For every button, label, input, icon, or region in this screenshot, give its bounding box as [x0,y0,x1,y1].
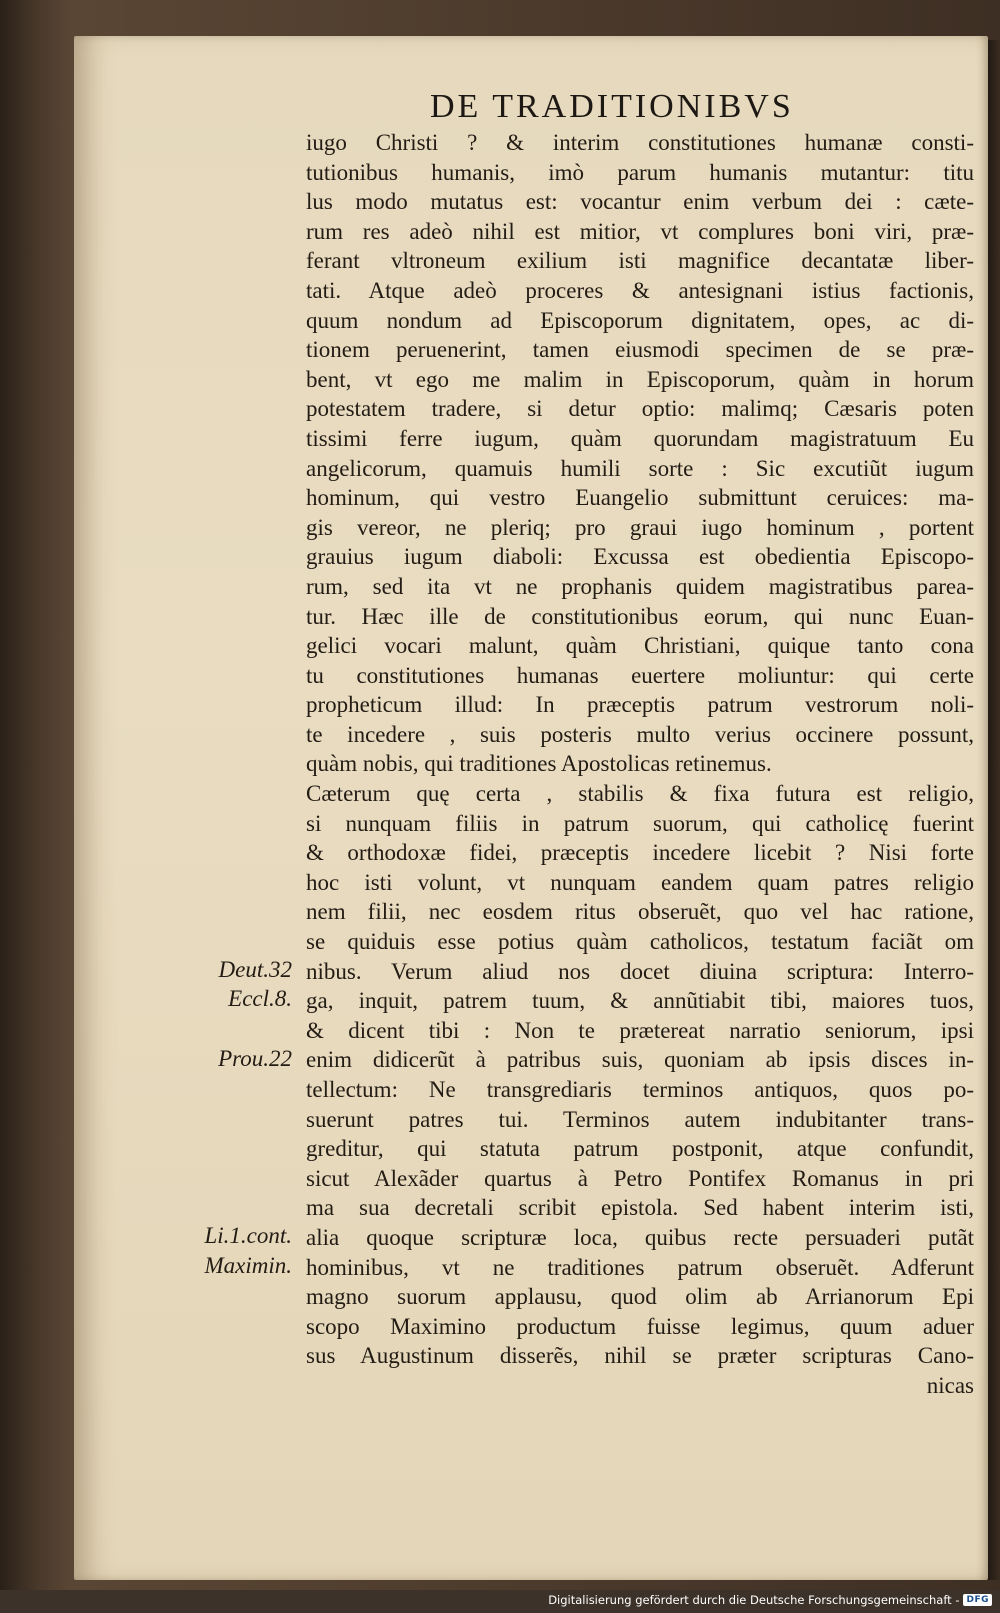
text-line: tu constitutiones humanas euertere moliuntur: qui certe [306,662,974,688]
text-line: nibus. Verum aliud nos docet diuina scriptura: Interro- [306,958,974,984]
text-line: angelicorum, quamuis humili sorte : Sic excutiũt iugum [306,455,974,481]
text-line: tati. Atque adeò proceres & antesignani istius factionis, [306,277,974,303]
text-line: tutionibus humanis, imò parum humanis mutantur: titu [306,159,974,185]
text-line: potestatem tradere, si detur optio: malimq; Cæsaris poten [306,396,974,422]
marginal-note: Deut.32 [218,956,292,982]
footer-credit-text: Digitalisierung gefördert durch die Deutsche Forschungsgemeinschaft - [548,1593,960,1607]
text-line: tissimi ferre iugum, quàm quorundam magistratuum Eu [306,425,974,451]
text-line: gis vereor, ne pleriq; pro graui iugo hominum , portent [306,514,974,540]
marginal-note: Maximin. [204,1252,292,1278]
text-line: gelici vocari malunt, quàm Christiani, quique tanto cona [306,633,974,659]
text-line: grauius iugum diaboli: Excussa est obedientia Episcopo- [306,544,974,570]
text-line: Cæterum quę certa , stabilis & fixa futura est religio, [306,781,974,807]
text-line: bent, vt ego me malim in Episcoporum, quàm in horum [306,366,974,392]
text-line: sicut Alexãder quartus à Petro Pontifex Romanus in pri [306,1165,974,1191]
text-line: si nunquam filiis in patrum suorum, qui catholicę fuerint [306,810,974,836]
text-line: ga, inquit, patrem tuum, & annũtiabit tibi, maiores tuos, [306,988,974,1014]
text-line: rum, sed ita vt ne prophanis quidem magistratibus parea- [306,573,974,599]
text-line: greditur, qui statuta patrum postponit, atque confundit, [306,1136,974,1162]
running-title: DE TRADITIONIBVS [430,88,794,125]
marginal-note: Eccl.8. [228,986,292,1012]
text-line: ferant vltroneum exilium isti magnifice decantatæ liber- [306,248,974,274]
text-line: propheticum illud: In præceptis patrum vestrorum noli- [306,692,974,718]
text-line: tellectum: Ne transgrediaris terminos antiquos, quos po- [306,1077,974,1102]
text-line: te incedere , suis posteris multo verius occinere possunt, [306,721,974,747]
dfg-logo: DFG [963,1594,992,1606]
text-line: & dicent tibi : Non te prætereat narratio seniorum, ipsi [306,1017,974,1043]
text-line: quàm nobis, qui traditiones Apostolicas retinemus. [306,751,772,777]
text-line: & orthodoxæ fidei, præceptis incedere licebit ? Nisi forte [306,840,974,866]
text-line: iugo Christi ? & interim constitutiones humanæ consti- [306,130,974,155]
text-line: hominum, qui vestro Euangelio submittunt ceruices: ma- [306,485,974,511]
text-line: tionem peruenerint, tamen eiusmodi specimen de se præ- [306,337,974,363]
text-line: tur. Hæc ille de constitutionibus eorum, qui nunc Euan- [306,603,974,629]
text-line: rum res adeò nihil est mitior, vt complures boni viri, præ- [306,218,974,244]
text-line: enim didicerũt à patribus suis, quoniam ab ipsis disces in- [306,1047,974,1073]
marginal-note: Prou.22 [218,1045,292,1071]
text-line: quum nondum ad Episcoporum dignitatem, opes, ac di- [306,307,974,333]
text-line: ma sua decretali scribit epistola. Sed habent interim isti, [306,1195,974,1221]
text-line: se quiduis esse potius quàm catholicos, testatum faciãt om [306,929,974,955]
text-line: alia quoque scripturæ loca, quibus recte persuaderi putãt [306,1224,974,1250]
body-text [306,128,974,1401]
text-line: lus modo mutatus est: vocantur enim verbum dei : cæte- [306,189,974,215]
text-line: nicas [926,1372,974,1398]
marginal-note: Li.1.cont. [204,1223,292,1249]
text-line: hoc isti volunt, vt nunquam eandem quam patres religio [306,869,974,895]
text-line: hominibus, vt ne traditiones patrum obseruẽt. Adferunt [306,1254,974,1280]
text-line: sus Augustinum disserẽs, nihil se præter scripturas Cano- [306,1343,974,1369]
text-line: magno suorum applausu, quod olim ab Arrianorum Epi [306,1284,974,1310]
text-line: nem filii, nec eosdem ritus obseruẽt, quo vel hac ratione, [306,899,974,925]
text-line: suerunt patres tui. Terminos autem indubitanter trans- [306,1106,974,1132]
footer-credit [548,1593,992,1607]
text-line: scopo Maximino productum fuisse legimus, quum aduer [306,1313,974,1339]
